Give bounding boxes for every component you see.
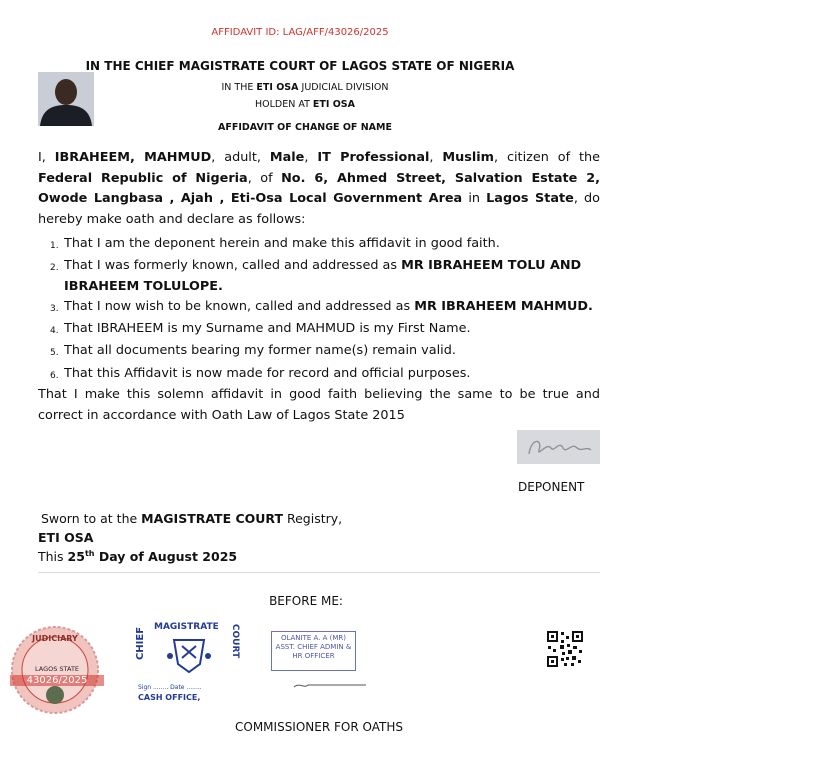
- closing-statement: That I make this solemn affidavit in good faith believing the same to be true and correct in accordance with Oath Law of Lagos State 2015: [38, 387, 600, 423]
- deponent-label: DEPONENT: [518, 480, 585, 494]
- court-title: IN THE CHIEF MAGISTRATE COURT OF LAGOS STATE OF NIGERIA: [85, 59, 515, 73]
- sworn-line: Sworn to at the MAGISTRATE COURT Registry,: [41, 511, 343, 526]
- holden-at: HOLDEN AT ETI OSA: [254, 99, 356, 110]
- seal-number: 43026/2025: [10, 675, 104, 686]
- list-item: 3. That I now wish to be known, called and addressed as MR IBRAHEEM MAHMUD.: [50, 298, 593, 314]
- affidavit-id: AFFIDAVIT ID: LAG/AFF/43026/2025: [211, 27, 389, 38]
- seal-top-text: JUDICIARY: [32, 634, 78, 643]
- stamp-cash-office: CASH OFFICE,: [138, 693, 201, 702]
- before-me: BEFORE ME:: [269, 594, 343, 608]
- sworn-location: ETI OSA: [38, 530, 94, 545]
- list-item: 2. That I was formerly known, called and addressed as MR IBRAHEEM TOLU AND IBRAHEEM TOLULOPE.: [50, 258, 582, 294]
- officer-title: ASST. CHIEF ADMIN &: [275, 643, 352, 651]
- stamp-sign-date: Sign ........ Date ........: [138, 684, 202, 691]
- magistrate-stamp: [130, 618, 242, 708]
- stamp-court: COURT: [230, 623, 241, 659]
- divider: [38, 572, 600, 573]
- officer-role: HR OFFICER: [292, 652, 335, 660]
- deponent-signature: [517, 430, 600, 464]
- judiciary-seal: [10, 625, 104, 715]
- stamp-chief: CHIEF: [135, 626, 147, 661]
- commissioner-for-oaths: COMMISSIONER FOR OATHS: [235, 720, 403, 734]
- document-title: AFFIDAVIT OF CHANGE OF NAME: [218, 122, 392, 133]
- stamp-magistrate: MAGISTRATE: [154, 622, 219, 632]
- officer-name: OLANITE A. A (MR): [280, 634, 347, 642]
- coat-of-arms-icon: [166, 634, 212, 674]
- list-item: 6. That this Affidavit is now made for record and official purposes.: [50, 365, 471, 381]
- sworn-date: This 25th Day of August 2025: [38, 549, 238, 565]
- officer-signature: [290, 680, 370, 690]
- list-item: 4. That IBRAHEEM is my Surname and MAHMUD is my First Name.: [50, 321, 471, 337]
- seal-state: LAGOS STATE: [34, 665, 80, 673]
- officer-stamp: [271, 631, 356, 671]
- declarations-list: [50, 234, 605, 386]
- judicial-division: IN THE ETI OSA JUDICIAL DIVISION: [221, 82, 389, 93]
- intro-paragraph: I, IBRAHEEM, MAHMUD, adult, Male, IT Professional, Muslim, citizen of the Federal Republic of Nigeria, of No. 6, Ahmed Street, Salvation Estate 2, Owode Langbasa , Ajah , Eti-Osa Local Government Area in Lagos State, do hereby make oath and declare as follows:: [38, 150, 600, 227]
- list-item: 1. That I am the deponent herein and make this affidavit in good faith.: [50, 236, 500, 251]
- list-item: 5. That all documents bearing my former name(s) remain valid.: [50, 343, 456, 359]
- qr-code-icon: [546, 630, 584, 668]
